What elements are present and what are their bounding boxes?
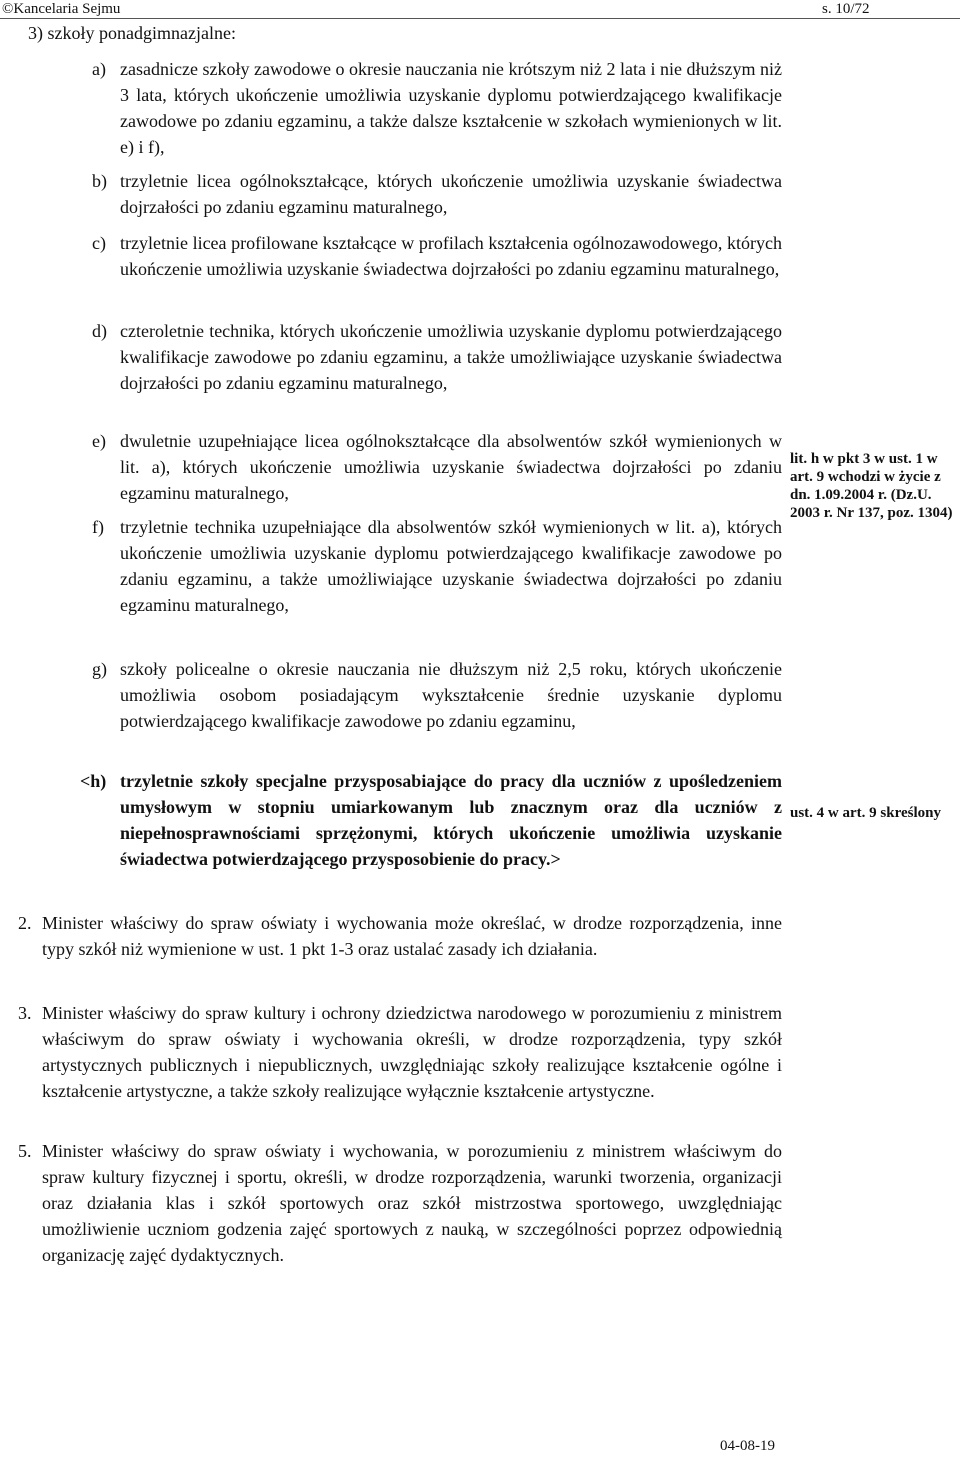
header-divider — [0, 18, 960, 19]
footer-date: 04-08-19 — [720, 1438, 775, 1454]
list-item-e-label: e) — [92, 431, 106, 451]
list-item-b-text: trzyletnie licea ogólnokształcące, których ukończenie umożliwia uzyskanie świadectwa dojrzałości po zdaniu egzaminu maturalnego, — [120, 171, 782, 217]
paragraph-5-label: 5. — [18, 1141, 32, 1161]
list-item-e-text: dwuletnie uzupełniające licea ogólnokształcące dla absolwentów szkół wymienionych w lit. a), których ukończenie umożliwia uzyskanie świadectwa dojrzałości po zdaniu egzaminu maturalnego, — [120, 431, 782, 503]
list-item-d-label: d) — [92, 321, 107, 341]
list-item-g-text: szkoły policealne o okresie nauczania nie dłuższym niż 2,5 roku, których ukończenie umożliwia osobom posiadającym wykształcenie średnie uzyskanie dyplomu potwierdzającego kwalifikacje zawodowe po zdaniu egzaminu, — [120, 659, 782, 731]
item-3-text: szkoły ponadgimnazjalne: — [47, 23, 236, 43]
list-item-a-label: a) — [92, 59, 106, 79]
list-item-c-label: c) — [92, 233, 106, 253]
header-source: ©Kancelaria Sejmu — [2, 1, 121, 17]
list-item-f-text: trzyletnie technika uzupełniające dla absolwentów szkół wymienionych w lit. a), których ukończenie umożliwia uzyskanie dyplomu potwierdzającego kwalifikacje zawodowe po zdaniu egzaminu, a także umożliwiające uzyskanie świadectwa dojrzałości po zdaniu egzaminu maturalnego, — [120, 517, 782, 615]
list-item-b-label: b) — [92, 171, 107, 191]
list-item-d-text: czteroletnie technika, których ukończenie umożliwia uzyskanie dyplomu potwierdzającego kwalifikacje zawodowe po zdaniu egzaminu, a także umożliwiające uzyskanie świadectwa dojrzałości po zdaniu egzaminu maturalnego, — [120, 321, 782, 393]
paragraph-5-text: Minister właściwy do spraw oświaty i wychowania, w porozumieniu z ministrem właściwym do spraw kultury fizycznej i sportu, określi, w drodze rozporządzenia, warunki tworzenia, organizacji oraz działania klas i szkół sportowych oraz szkół mistrzostwa sportowego, uwzględniając umożliwienie uczniom godzenia zajęć sportowych z nauką, w szczególności poprzez odpowiednią organizację zajęć dydaktycznych. — [42, 1141, 782, 1265]
paragraph-2-text: Minister właściwy do spraw oświaty i wychowania może określać, w drodze rozporządzenia, inne typy szkół niż wymienione w ust. 1 pkt 1-3 oraz ustalać zasady ich działania. — [42, 913, 782, 959]
margin-note-ust-4: ust. 4 w art. 9 skreślony — [790, 805, 941, 821]
list-item-h-text: trzyletnie szkoły specjalne przysposabiające do pracy dla uczniów z upośledzeniem umysłowym w stopniu umiarkowanym lub znacznym oraz dla uczniów z niepełnosprawnościami sprzężonymi, których ukończenie umożliwia uzyskanie świadectwa potwierdzającego przysposobienie do pracy.> — [120, 771, 782, 869]
list-item-f-label: f) — [92, 517, 104, 537]
paragraph-2-label: 2. — [18, 913, 32, 933]
item-3-label: 3) — [28, 23, 43, 43]
list-item-h-label: <h) — [80, 771, 107, 791]
paragraph-3-label: 3. — [18, 1003, 32, 1023]
page-number: s. 10/72 — [822, 1, 870, 17]
margin-note-lit-h: lit. h w pkt 3 w ust. 1 w art. 9 wchodzi w życie z dn. 1.09.2004 r. (Dz.U. 2003 r. Nr 137, poz. 1304) — [790, 451, 953, 521]
list-item-g-label: g) — [92, 659, 107, 679]
list-item-a-text: zasadnicze szkoły zawodowe o okresie nauczania nie krótszym niż 2 lata i nie dłuższym niż 3 lata, których ukończenie umożliwia uzyskanie dyplomu potwierdzającego kwalifikacje zawodowe po zdaniu egzaminu, a także dalsze kształcenie w szkołach wymienionych w lit. e) i f), — [120, 59, 782, 157]
item-3 — [28, 20, 788, 46]
paragraph-3-text: Minister właściwy do spraw kultury i ochrony dziedzictwa narodowego w porozumieniu z ministrem właściwym do spraw oświaty i wychowania określi, w drodze rozporządzenia, typy szkół artystycznych publicznych i niepublicznych, uwzględniając szkoły realizujące kształcenie ogólne i kształcenie artystyczne, a także szkoły realizujące wyłącznie kształcenie artystyczne. — [42, 1003, 782, 1101]
list-item-c-text: trzyletnie licea profilowane kształcące w profilach kształcenia ogólnozawodowego, których ukończenie umożliwia uzyskanie świadectwa dojrzałości po zdaniu egzaminu maturalnego, — [120, 233, 782, 279]
list-item-a — [92, 56, 782, 160]
